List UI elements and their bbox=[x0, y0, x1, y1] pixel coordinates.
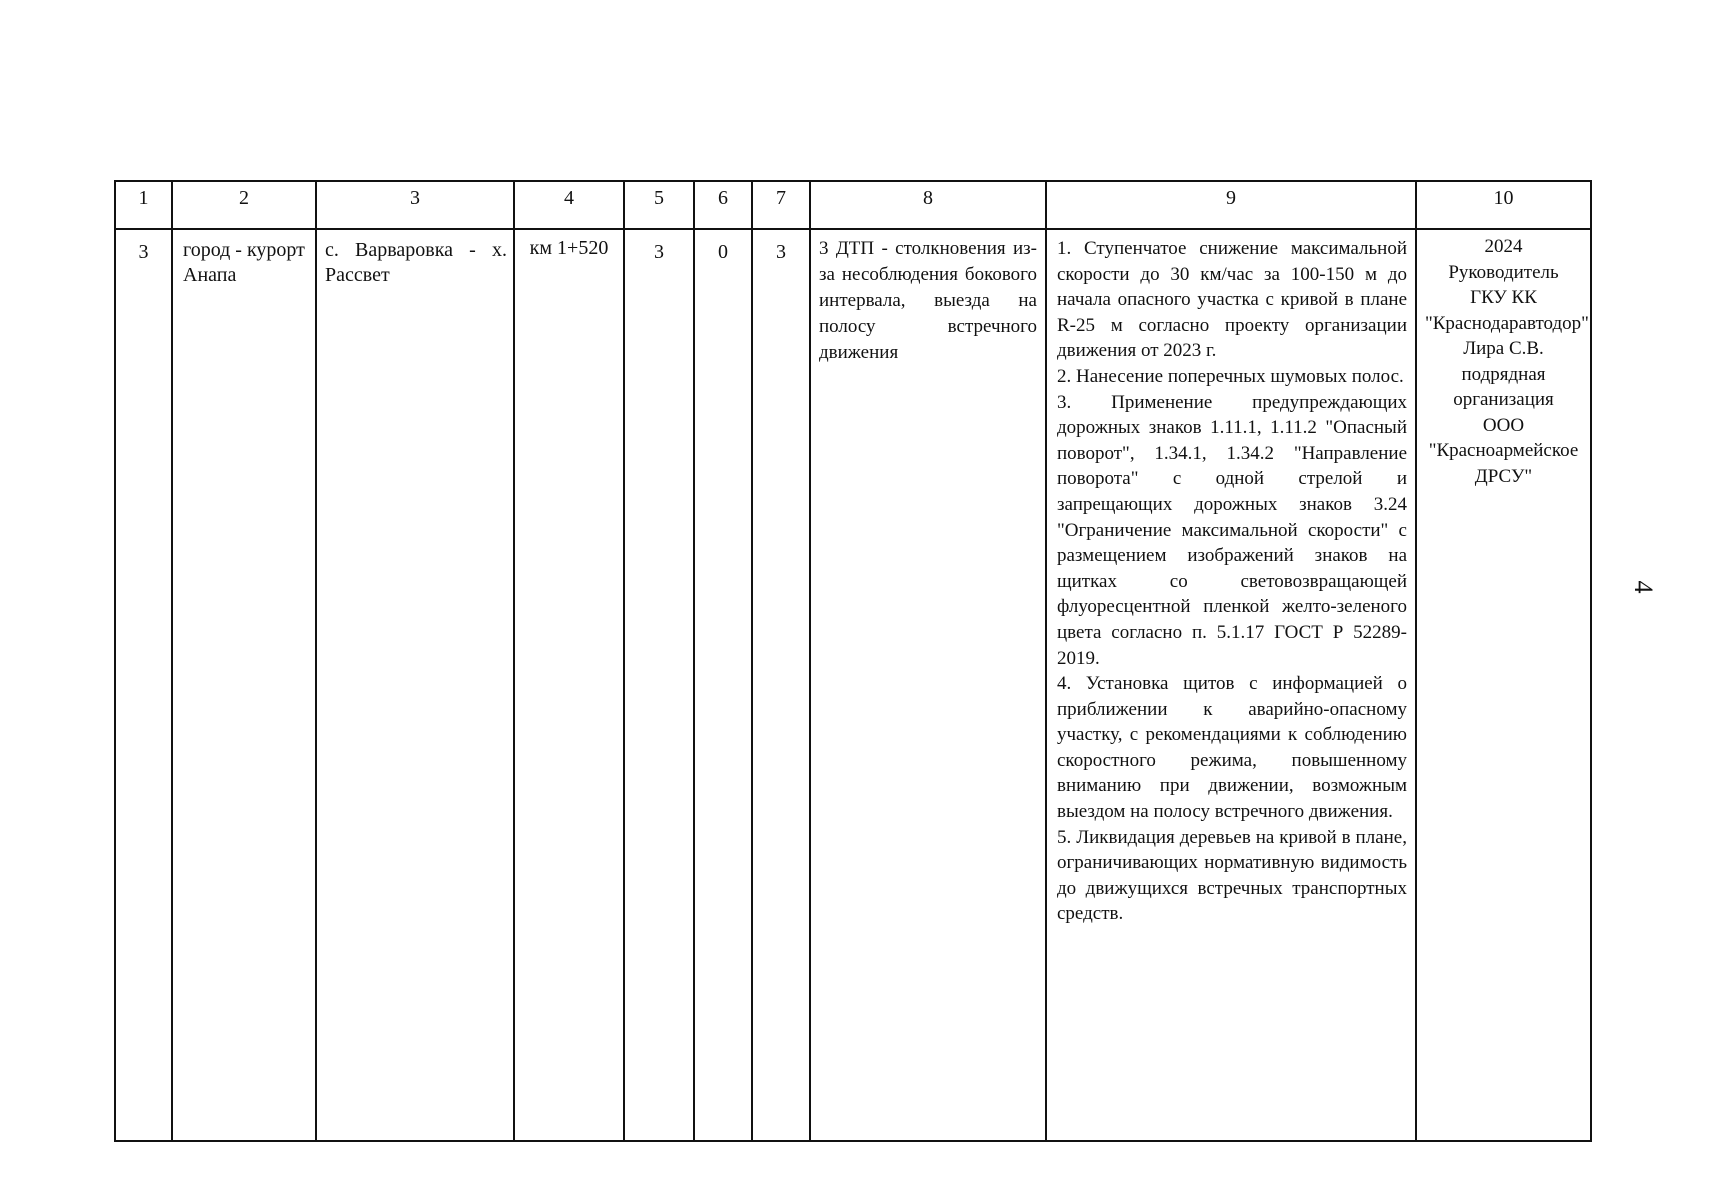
measure-item-5: 5. Ликвидация деревьев на кривой в плане, ограничивающих нормативную видимость до движущихся встречных транспортных средств. bbox=[1057, 826, 1407, 925]
contractor-label-2: организация bbox=[1453, 389, 1554, 410]
header-col-4: 4 bbox=[514, 181, 624, 229]
responsible-person: Лира С.В. bbox=[1463, 338, 1544, 359]
responsible-year: 2024 bbox=[1484, 236, 1523, 257]
cell-responsible bbox=[1416, 229, 1591, 1141]
header-col-1: 1 bbox=[115, 181, 172, 229]
cell-row-number: 3 bbox=[115, 229, 172, 1141]
responsible-title: Руководитель bbox=[1448, 261, 1559, 283]
cell-municipality: город - курорт Анапа bbox=[172, 229, 316, 1141]
cell-kilometer: км 1+520 bbox=[514, 229, 624, 1141]
cell-road-name: с. Варваровка - х. Рассвет bbox=[316, 229, 514, 1141]
header-col-8: 8 bbox=[810, 181, 1046, 229]
contractor-label-1: подрядная bbox=[1461, 363, 1546, 385]
header-col-5: 5 bbox=[624, 181, 694, 229]
header-col-3: 3 bbox=[316, 181, 514, 229]
responsible-agency: ГКУ КК "Краснодаравтодор" bbox=[1425, 287, 1589, 334]
measure-item-1: 1. Ступенчатое снижение максимальной скорости до 30 км/час за 100-150 м до начала опасного участка с кривой в плане R-25 м согласно проекту организации движения от 2023 г. bbox=[1057, 238, 1407, 362]
header-col-6: 6 bbox=[694, 181, 752, 229]
contractor-name: ООО "Красноармейское bbox=[1428, 414, 1579, 461]
measures-table bbox=[114, 180, 1592, 1142]
header-col-10: 10 bbox=[1416, 181, 1591, 229]
cell-col-7: 3 bbox=[752, 229, 810, 1141]
measure-item-2: 2. Нанесение поперечных шумовых полос. bbox=[1057, 365, 1404, 387]
cell-col-6: 0 bbox=[694, 229, 752, 1141]
page-number: 4 bbox=[1629, 580, 1658, 594]
header-col-2: 2 bbox=[172, 181, 316, 229]
table-row bbox=[115, 229, 1591, 1141]
contractor-name-end: ДРСУ" bbox=[1474, 465, 1533, 487]
header-col-9: 9 bbox=[1046, 181, 1416, 229]
measure-item-3: 3. Применение предупреждающих дорожных знаков 1.11.1, 1.11.2 "Опасный поворот", 1.34.1, 1.34.2 "Направление поворота" с одной стрелой и запрещающих дорожных знаков 3.24 "Ограничение максимальной скорости" с размещением изображений знаков на щитках со световозвращающей флуоресцентной пленкой желто-зеленого цвета согласно п. 5.1.17 ГОСТ Р 52289-2019. bbox=[1057, 391, 1407, 669]
header-row bbox=[115, 181, 1591, 229]
cell-measures bbox=[1046, 229, 1416, 1141]
header-col-7: 7 bbox=[752, 181, 810, 229]
measure-item-4: 4. Установка щитов с информацией о приближении к аварийно-опасному участку, с рекомендациями к соблюдению скоростного режима, повышенному вниманию при движении, возможным выездом на полосу встречного движения. bbox=[1057, 673, 1407, 823]
cell-col-5: 3 bbox=[624, 229, 694, 1141]
cell-accident-description: 3 ДТП - столкновения из-за несоблюдения бокового интервала, выезда на полосу встречного движения bbox=[810, 229, 1046, 1141]
